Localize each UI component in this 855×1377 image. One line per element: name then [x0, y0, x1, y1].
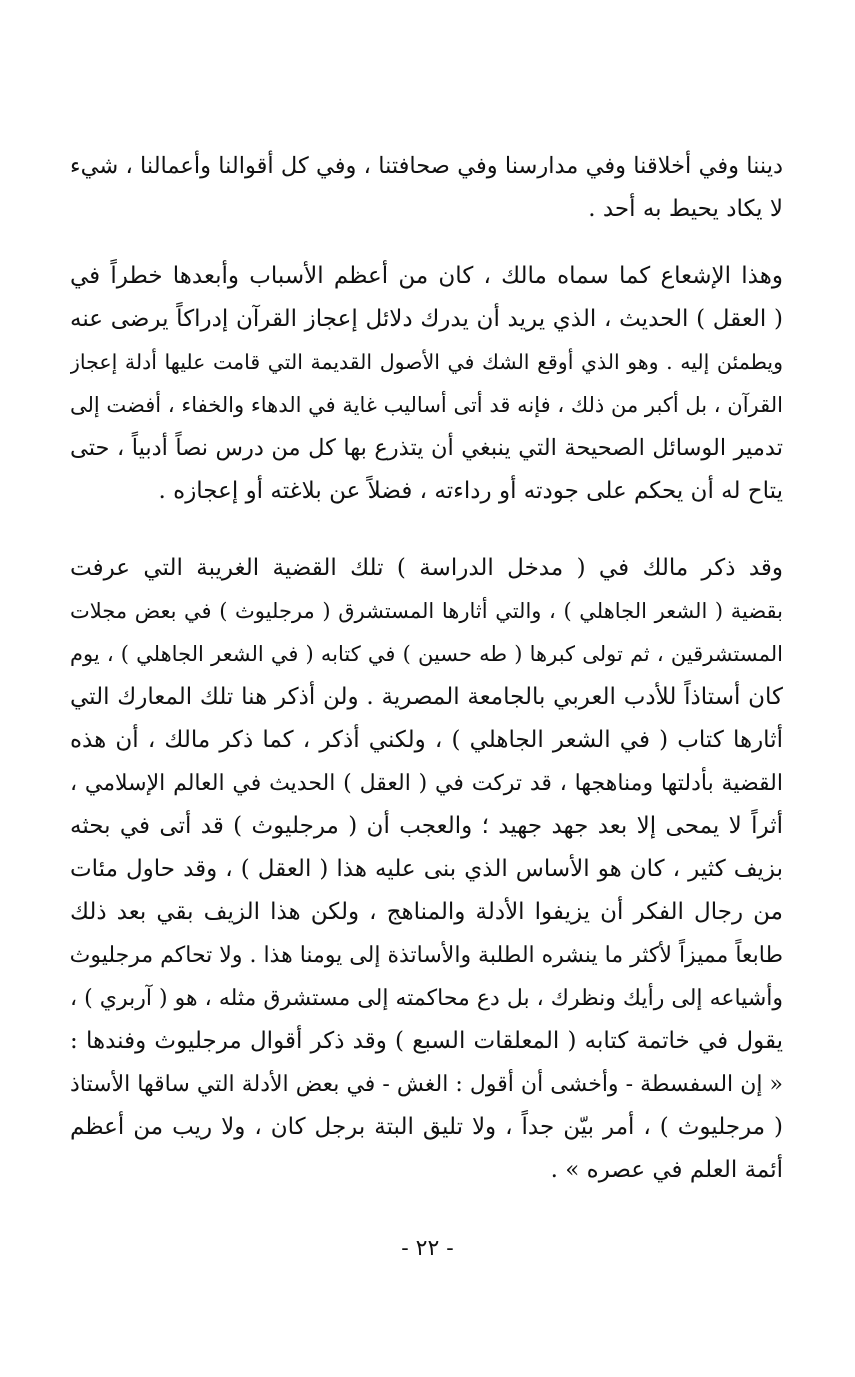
text-line: القضية بأدلتها ومناهجها ، قد تركت في ( العقل ) الحديث في العالم الإسلامي ، [70, 771, 783, 796]
paragraph-2 [70, 255, 783, 513]
text-line: ويطمئن إليه . وهو الذي أوقع الشك في الأصول القديمة التي قامت عليها أدلة إعجاز [70, 350, 783, 374]
text-line: بقضية ( الشعر الجاهلي ) ، والتي أثارها المستشرق ( مرجليوث ) في بعض مجلات [70, 599, 783, 623]
text-line: طابعاً مميزاً لأكثر ما ينشره الطلبة والأساتذة إلى يومنا هذا . ولا تحاكم مرجليوث [70, 943, 783, 968]
text-line: ( العقل ) الحديث ، الذي يريد أن يدرك دلائل إعجاز القرآن إدراكاً يرضى عنه [70, 306, 783, 332]
text-line: أثراً لا يمحى إلا بعد جهد جهيد ؛ والعجب أن ( مرجليوث ) قد أتى في بحثه [70, 813, 783, 839]
text-line: كان أستاذاً للأدب العربي بالجامعة المصرية . ولن أذكر هنا تلك المعارك التي [70, 684, 783, 710]
text-line: أئمة العلم في عصره » . [550, 1157, 783, 1183]
text-line: أثارها كتاب ( في الشعر الجاهلي ) ، ولكني أذكر ، كما ذكر مالك ، أن هذه [70, 727, 783, 753]
text-line: المستشرقين ، ثم تولى كبرها ( طه حسين ) في كتابه ( في الشعر الجاهلي ) ، يوم [70, 642, 783, 666]
text-line: وأشياعه إلى رأيك ونظرك ، بل دع محاكمته إلى مستشرق مثله ، هو ( آربري ) ، [70, 986, 783, 1011]
text-line: لا يكاد يحيط به أحد . [588, 196, 783, 222]
text-line: « إن السفسطة - وأخشى أن أقول : الغش - في بعض الأدلة التي ساقها الأستاذ [70, 1072, 783, 1097]
paragraph-3 [70, 547, 783, 1192]
text-line: القرآن ، بل أكبر من ذلك ، فإنه قد أتى أساليب غاية في الدهاء والخفاء ، أفضت إلى [70, 393, 783, 417]
paragraph-1 [70, 145, 783, 231]
text-line: من رجال الفكر أن يزيفوا الأدلة والمناهج ، ولكن هذا الزيف بقي بعد ذلك [70, 899, 783, 925]
text-line: وقد ذكر مالك في ( مدخل الدراسة ) تلك القضية الغريبة التي عرفت [70, 555, 783, 581]
text-line: ( مرجليوث ) ، أمر بيّن جداً ، ولا تليق البتة برجل كان ، ولا ريب من أعظم [70, 1114, 783, 1140]
text-line: يقول في خاتمة كتابه ( المعلقات السبع ) وقد ذكر أقوال مرجليوث وفندها : [70, 1028, 783, 1054]
text-line: يتاح له أن يحكم على جودته أو رداءته ، فضلاً عن بلاغته أو إعجازه . [158, 478, 783, 504]
page-number: - ٢٢ - [401, 1236, 454, 1261]
text-line: وهذا الإشعاع كما سماه مالك ، كان من أعظم الأسباب وأبعدها خطراً في [70, 263, 783, 289]
text-line: ديننا وفي أخلاقنا وفي مدارسنا وفي صحافتنا ، وفي كل أقوالنا وأعمالنا ، شيء [70, 153, 783, 179]
text-line: تدمير الوسائل الصحيحة التي ينبغي أن يتذرع بها كل من درس نصاً أدبياً ، حتى [70, 435, 783, 461]
text-line: بزيف كثير ، كان هو الأساس الذي بنى عليه هذا ( العقل ) ، وقد حاول مئات [70, 856, 783, 882]
